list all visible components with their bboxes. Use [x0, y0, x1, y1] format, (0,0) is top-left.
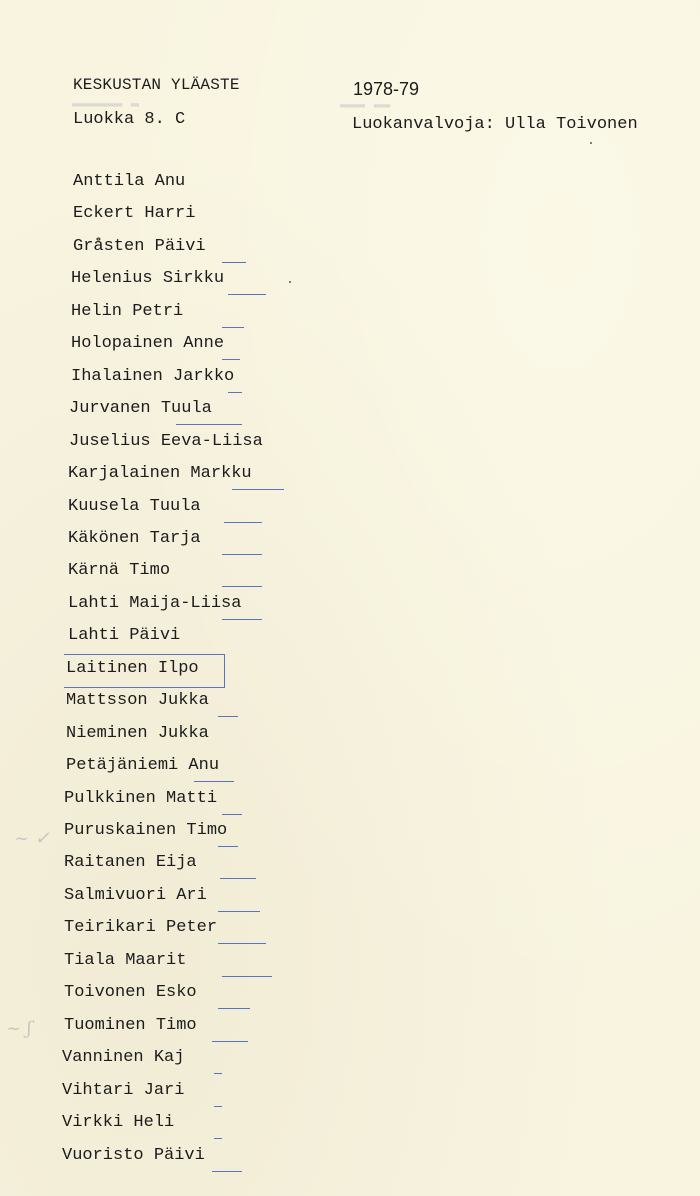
student-name: Laitinen Ilpo	[66, 658, 199, 678]
class-teacher: Luokanvalvoja: Ulla Toivonen	[352, 115, 638, 134]
class-label: Luokka 8. C	[73, 110, 186, 129]
pen-underline	[222, 554, 262, 555]
pen-underline	[218, 716, 238, 717]
student-name: Kuusela Tuula	[68, 496, 201, 516]
pen-underline	[218, 911, 260, 912]
pen-underline	[222, 586, 262, 587]
student-name: Lahti Päivi	[68, 626, 181, 646]
student-name: Virkki Heli	[62, 1113, 175, 1133]
student-name: Tuominen Timo	[64, 1015, 197, 1035]
pen-underline	[228, 294, 266, 295]
student-name: Anttila Anu	[73, 172, 186, 191]
student-name: Petäjäniemi Anu	[66, 756, 220, 776]
school-year: 1978-79	[353, 79, 420, 99]
pen-underline	[218, 846, 238, 847]
pen-underline	[228, 392, 242, 393]
pen-underline	[218, 1008, 250, 1009]
school-name: KESKUSTAN YLÄASTE	[73, 76, 240, 94]
pen-underline	[232, 489, 284, 490]
student-name: Jurvanen Tuula	[69, 399, 212, 419]
student-name: Kärnä Timo	[68, 561, 171, 581]
student-name: Tiala Maarit	[64, 950, 187, 970]
student-name: Eckert Harri	[73, 204, 196, 224]
student-name: Vuoristo Päivi	[62, 1145, 205, 1165]
student-name: Toivonen Esko	[64, 983, 197, 1003]
student-name: Salmivuori Ari	[64, 885, 207, 905]
student-name: Teirikari Peter	[64, 918, 218, 938]
student-name: Nieminen Jukka	[66, 723, 209, 743]
pen-underline	[194, 781, 234, 782]
pen-underline	[222, 976, 272, 977]
student-name: Holopainen Anne	[71, 334, 225, 354]
pen-underline	[222, 327, 244, 328]
pen-underline	[222, 814, 242, 815]
student-name: Karjalainen Markku	[68, 464, 252, 484]
pen-underline	[212, 1041, 248, 1042]
pen-underline	[222, 359, 240, 360]
pen-underline	[214, 1138, 222, 1139]
faint-pencil-mark: ~ ʃ	[6, 1018, 32, 1039]
student-name: Käkönen Tarja	[68, 528, 201, 548]
pen-underline	[222, 619, 262, 620]
student-name: Vanninen Kaj	[62, 1048, 185, 1068]
pen-underline	[222, 262, 246, 263]
pen-underline	[224, 522, 262, 523]
student-name: Raitanen Eija	[64, 853, 197, 873]
student-name: Pulkkinen Matti	[64, 788, 218, 808]
pen-underline	[214, 1073, 222, 1074]
pen-underline	[214, 1106, 222, 1107]
student-name: Helenius Sirkku	[71, 269, 225, 289]
student-name: Gråsten Päivi	[73, 236, 206, 256]
student-name: Puruskainen Timo	[64, 821, 228, 840]
pen-underline	[176, 424, 242, 425]
pen-box-mark	[64, 654, 225, 688]
student-name: Mattsson Jukka	[66, 691, 209, 711]
student-name: Juselius Eeva-Liisa	[69, 431, 263, 451]
student-name: Vihtari Jari	[62, 1080, 185, 1100]
student-name: Helin Petri	[71, 301, 184, 321]
pen-underline	[218, 943, 266, 944]
student-name: Ihalainen Jarkko	[71, 366, 235, 386]
pen-underline	[212, 1171, 242, 1172]
faint-pencil-mark: ~ ✓	[14, 828, 50, 849]
pen-underline	[220, 878, 256, 879]
student-name: Lahti Maija-Liisa	[68, 593, 242, 613]
